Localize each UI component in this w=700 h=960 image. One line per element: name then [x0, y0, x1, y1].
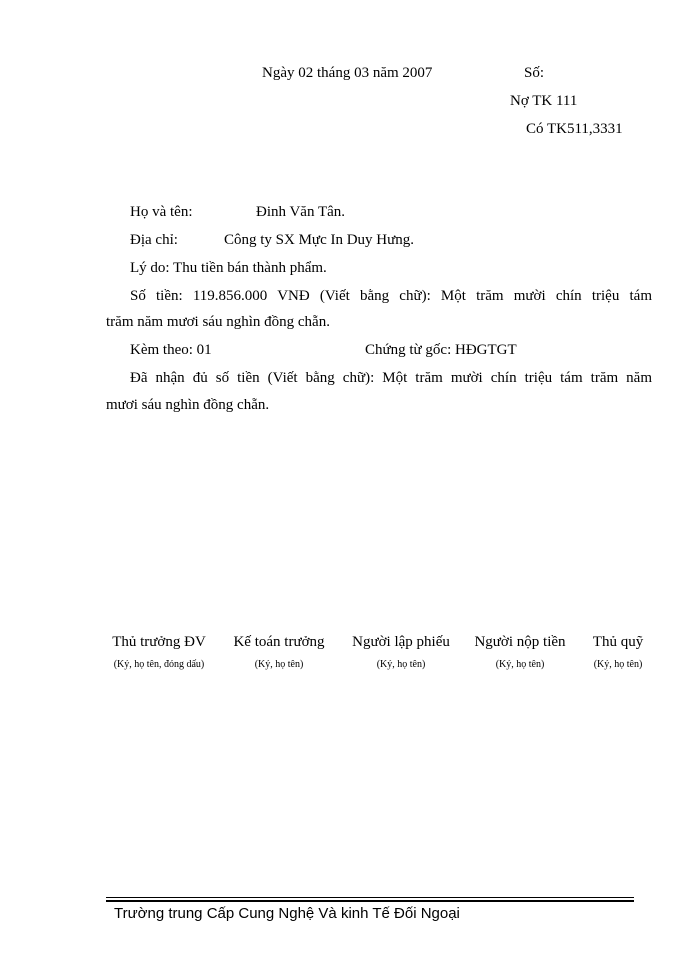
signature-note: (Ký, họ tên)	[254, 659, 304, 670]
signature-title: Thủ trưởng ĐV	[112, 634, 206, 650]
receipt-number-label: Số:	[524, 65, 545, 81]
signature-payer	[466, 633, 574, 672]
amount-line-2: trăm năm mươi sáu nghìn đồng chẵn.	[106, 314, 330, 330]
reason-line: Lý do: Thu tiền bán thành phẩm.	[130, 260, 327, 276]
signature-chief-accountant	[226, 633, 332, 672]
debit-account: Nợ TK 111	[510, 93, 578, 109]
payer-name-value: Đinh Văn Tân.	[256, 204, 346, 220]
signature-title: Thủ quỹ	[592, 634, 644, 650]
address-label: Địa chỉ:	[130, 232, 178, 248]
footer-divider	[106, 897, 634, 898]
received-line-1: Đã nhận đủ số tiền (Viết bằng chữ): Một trăm mười chín triệu tám trăm năm	[130, 370, 652, 386]
address-value: Công ty SX Mực In Duy Hưng.	[224, 232, 415, 248]
signature-note: (Ký, họ tên)	[376, 659, 426, 670]
amount-line-1: Số tiền: 119.856.000 VNĐ (Viết bằng chữ): Một trăm mười chín triệu tám	[130, 288, 652, 304]
signature-title: Người lập phiếu	[352, 634, 450, 650]
signature-note: (Ký, họ tên, đóng dấu)	[113, 659, 205, 670]
signature-note: (Ký, họ tên)	[593, 659, 643, 670]
credit-account: Có TK511,3331	[526, 121, 623, 137]
signature-title: Kế toán trưởng	[233, 634, 325, 650]
signature-title: Người nộp tiền	[474, 634, 566, 650]
payer-name-label: Họ và tên:	[130, 204, 193, 220]
signature-cashier	[582, 633, 654, 672]
attachment-line: Kèm theo: 01	[130, 342, 212, 358]
signature-director	[100, 633, 218, 672]
footer-divider	[106, 900, 634, 902]
received-line-2: mươi sáu nghìn đồng chẵn.	[106, 397, 270, 413]
signature-note: (Ký, họ tên)	[495, 659, 545, 670]
signature-preparer	[342, 633, 460, 672]
original-documents-line: Chứng từ gốc: HĐGTGT	[365, 342, 517, 358]
footer-school-name: Trường trung Cấp Cung Nghệ Và kinh Tế Đối Ngoại	[114, 905, 460, 922]
receipt-date: Ngày 02 tháng 03 năm 2007	[262, 65, 433, 81]
